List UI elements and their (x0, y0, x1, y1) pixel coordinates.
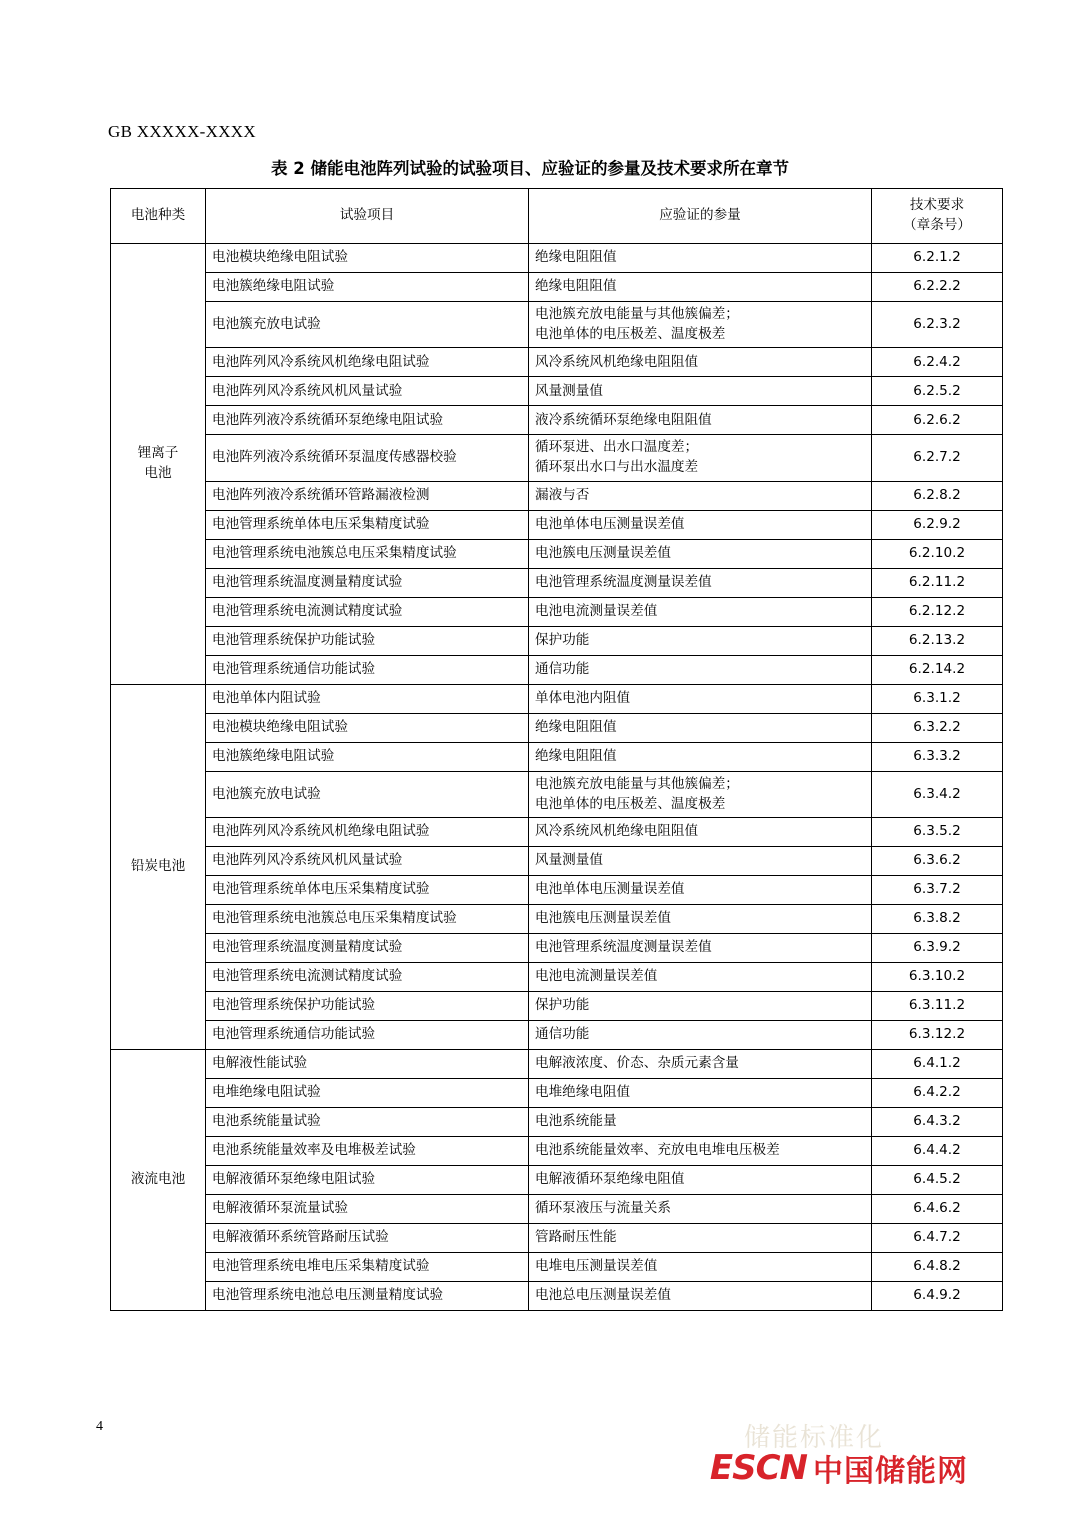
parameter-cell: 电池管理系统温度测量误差值 (529, 934, 872, 963)
header-tech-req-line1: 技术要求 (909, 197, 965, 214)
header-tech-req-line2: （章条号） (903, 217, 971, 233)
parameter-cell: 电解液浓度、价态、杂质元素含量 (529, 1050, 872, 1079)
header-test-item: 试验项目 (206, 189, 529, 244)
table-row (111, 406, 1003, 435)
test-item-cell: 电池管理系统电池总电压测量精度试验 (206, 1282, 529, 1311)
tech-requirement-cell: 6.4.8.2 (872, 1253, 1003, 1282)
tech-requirement-cell: 6.2.3.2 (872, 302, 1003, 348)
test-item-cell: 电堆绝缘电阻试验 (206, 1079, 529, 1108)
table-row (111, 597, 1003, 626)
table-row (111, 539, 1003, 568)
parameter-cell (529, 302, 872, 348)
parameter-cell: 电池管理系统温度测量误差值 (529, 568, 872, 597)
test-item-cell: 电池管理系统电堆电压采集精度试验 (206, 1253, 529, 1282)
tech-requirement-cell: 6.2.13.2 (872, 626, 1003, 655)
test-item-cell: 电池管理系统保护功能试验 (206, 626, 529, 655)
table-body (111, 244, 1003, 1311)
tech-requirement-cell: 6.3.12.2 (872, 1021, 1003, 1050)
tech-requirement-cell: 6.3.1.2 (872, 684, 1003, 713)
tech-requirement-cell: 6.4.3.2 (872, 1108, 1003, 1137)
test-item-cell: 电池阵列风冷系统风机风量试验 (206, 847, 529, 876)
category-label-line2: 电池 (144, 464, 172, 481)
test-item-cell: 电解液性能试验 (206, 1050, 529, 1079)
parameter-cell: 风冷系统风机绝缘电阻阻值 (529, 818, 872, 847)
table-row (111, 742, 1003, 771)
parameter-cell: 电池电流测量误差值 (529, 597, 872, 626)
parameter-cell: 保护功能 (529, 992, 872, 1021)
tech-requirement-cell: 6.3.9.2 (872, 934, 1003, 963)
parameter-cell: 电池系统能量效率、充放电电堆电压极差 (529, 1137, 872, 1166)
parameter-line2: 循环泵出水口与出水温度差 (535, 459, 699, 476)
parameter-line2: 电池单体的电压极差、温度极差 (535, 325, 726, 342)
parameter-cell: 电池单体电压测量误差值 (529, 510, 872, 539)
header-category: 电池种类 (111, 189, 206, 244)
tech-requirement-cell: 6.3.11.2 (872, 992, 1003, 1021)
tech-requirement-cell: 6.3.10.2 (872, 963, 1003, 992)
tech-requirement-cell: 6.4.2.2 (872, 1079, 1003, 1108)
test-item-cell: 电池簇绝缘电阻试验 (206, 742, 529, 771)
table-header-row (111, 189, 1003, 244)
table-row (111, 1021, 1003, 1050)
tech-requirement-cell: 6.2.14.2 (872, 655, 1003, 684)
parameter-cell: 管路耐压性能 (529, 1224, 872, 1253)
test-item-cell: 电池阵列风冷系统风机绝缘电阻试验 (206, 818, 529, 847)
watermark-site-name: 中国储能网 (813, 1454, 968, 1489)
parameter-cell: 电堆绝缘电阻值 (529, 1079, 872, 1108)
test-item-cell: 电解液循环泵绝缘电阻试验 (206, 1166, 529, 1195)
parameter-cell: 绝缘电阻阻值 (529, 713, 872, 742)
test-item-cell: 电池管理系统通信功能试验 (206, 1021, 529, 1050)
test-item-cell: 电池阵列风冷系统风机风量试验 (206, 377, 529, 406)
standard-code: GB XXXXX-XXXX (108, 122, 256, 141)
table-row (111, 684, 1003, 713)
test-item-cell: 电池系统能量效率及电堆极差试验 (206, 1137, 529, 1166)
test-item-cell: 电池模块绝缘电阻试验 (206, 713, 529, 742)
test-item-cell: 电池阵列液冷系统循环泵温度传感器校验 (206, 435, 529, 481)
table-row (111, 1253, 1003, 1282)
test-item-cell: 电池管理系统电池簇总电压采集精度试验 (206, 539, 529, 568)
test-item-cell: 电池单体内阻试验 (206, 684, 529, 713)
category-label: 锂离子 (137, 445, 179, 462)
table-row (111, 1224, 1003, 1253)
table-row (111, 435, 1003, 481)
table-row (111, 655, 1003, 684)
table-row (111, 1079, 1003, 1108)
parameter-cell: 绝缘电阻阻值 (529, 742, 872, 771)
tech-requirement-cell: 6.3.4.2 (872, 771, 1003, 817)
category-cell (111, 1050, 206, 1311)
test-item-cell: 电池管理系统通信功能试验 (206, 655, 529, 684)
tech-requirement-cell: 6.2.2.2 (872, 273, 1003, 302)
parameter-line2: 电池单体的电压极差、温度极差 (535, 795, 726, 812)
tech-requirement-cell: 6.2.4.2 (872, 348, 1003, 377)
tech-requirement-cell: 6.3.5.2 (872, 818, 1003, 847)
parameter-cell: 电堆电压测量误差值 (529, 1253, 872, 1282)
test-item-cell: 电池管理系统保护功能试验 (206, 992, 529, 1021)
test-item-cell: 电池管理系统单体电压采集精度试验 (206, 876, 529, 905)
parameter-cell: 风冷系统风机绝缘电阻阻值 (529, 348, 872, 377)
parameter-cell: 风量测量值 (529, 847, 872, 876)
page-number: 4 (96, 1419, 103, 1434)
tech-requirement-cell: 6.3.2.2 (872, 713, 1003, 742)
test-item-cell: 电池管理系统单体电压采集精度试验 (206, 510, 529, 539)
parameter-cell: 绝缘电阻阻值 (529, 244, 872, 273)
parameter-cell: 通信功能 (529, 1021, 872, 1050)
table-row (111, 905, 1003, 934)
parameter-cell: 循环泵液压与流量关系 (529, 1195, 872, 1224)
tech-requirement-cell: 6.4.6.2 (872, 1195, 1003, 1224)
table-row (111, 934, 1003, 963)
test-item-cell: 电解液循环系统管路耐压试验 (206, 1224, 529, 1253)
table-row (111, 818, 1003, 847)
watermark-escn-logo: ESCN (709, 1448, 807, 1488)
parameter-cell: 电池单体电压测量误差值 (529, 876, 872, 905)
tech-requirement-cell: 6.4.1.2 (872, 1050, 1003, 1079)
parameter-cell: 单体电池内阻值 (529, 684, 872, 713)
table-row (111, 510, 1003, 539)
category-label: 液流电池 (130, 1171, 186, 1188)
header-parameter: 应验证的参量 (529, 189, 872, 244)
table-head (111, 189, 1003, 244)
table-row (111, 1282, 1003, 1311)
watermark-ghost-text: 储能标准化 (743, 1423, 884, 1453)
tech-requirement-cell: 6.2.1.2 (872, 244, 1003, 273)
tech-requirement-cell: 6.4.4.2 (872, 1137, 1003, 1166)
parameter-line1: 电池簇充放电能量与其他簇偏差； (535, 306, 739, 322)
tech-requirement-cell: 6.2.11.2 (872, 568, 1003, 597)
tech-requirement-cell: 6.2.7.2 (872, 435, 1003, 481)
tech-requirement-cell: 6.2.9.2 (872, 510, 1003, 539)
parameter-line1: 循环泵进、出水口温度差； (535, 439, 699, 456)
test-item-cell: 电池阵列液冷系统循环管路漏液检测 (206, 481, 529, 510)
category-label: 铅炭电池 (130, 858, 186, 875)
table-row (111, 963, 1003, 992)
test-item-cell: 电解液循环泵流量试验 (206, 1195, 529, 1224)
tech-requirement-cell: 6.3.6.2 (872, 847, 1003, 876)
test-item-cell: 电池簇充放电试验 (206, 771, 529, 817)
table-row (111, 1137, 1003, 1166)
table-row (111, 273, 1003, 302)
tech-requirement-cell: 6.2.5.2 (872, 377, 1003, 406)
parameter-cell: 电解液循环泵绝缘电阻值 (529, 1166, 872, 1195)
parameter-cell: 电池系统能量 (529, 1108, 872, 1137)
test-item-cell: 电池管理系统电流测试精度试验 (206, 963, 529, 992)
table-row (111, 348, 1003, 377)
parameter-cell: 电池簇电压测量误差值 (529, 539, 872, 568)
test-item-cell: 电池管理系统电流测试精度试验 (206, 597, 529, 626)
parameter-cell: 绝缘电阻阻值 (529, 273, 872, 302)
parameter-cell (529, 771, 872, 817)
table-row (111, 1195, 1003, 1224)
parameter-cell: 电池电流测量误差值 (529, 963, 872, 992)
tech-requirement-cell: 6.2.6.2 (872, 406, 1003, 435)
table-row (111, 992, 1003, 1021)
tech-requirement-cell: 6.3.8.2 (872, 905, 1003, 934)
table-row (111, 568, 1003, 597)
table-row (111, 626, 1003, 655)
table-row (111, 771, 1003, 817)
parameter-cell: 电池总电压测量误差值 (529, 1282, 872, 1311)
parameter-cell: 漏液与否 (529, 481, 872, 510)
table-row (111, 377, 1003, 406)
test-item-cell: 电池簇绝缘电阻试验 (206, 273, 529, 302)
category-cell (111, 684, 206, 1049)
test-item-cell: 电池阵列风冷系统风机绝缘电阻试验 (206, 348, 529, 377)
tech-requirement-cell: 6.2.10.2 (872, 539, 1003, 568)
table-row (111, 1050, 1003, 1079)
parameter-cell: 风量测量值 (529, 377, 872, 406)
table-title: 表 2 储能电池阵列试验的试验项目、应验证的参量及技术要求所在章节 (271, 159, 789, 178)
table-row (111, 1166, 1003, 1195)
tech-requirement-cell: 6.2.12.2 (872, 597, 1003, 626)
test-item-cell: 电池管理系统温度测量精度试验 (206, 934, 529, 963)
test-item-cell: 电池模块绝缘电阻试验 (206, 244, 529, 273)
watermark (710, 1446, 968, 1490)
test-items-table (110, 188, 1003, 1311)
table-row (111, 244, 1003, 273)
parameter-cell: 通信功能 (529, 655, 872, 684)
tech-requirement-cell: 6.3.3.2 (872, 742, 1003, 771)
parameter-cell: 电池簇电压测量误差值 (529, 905, 872, 934)
category-cell (111, 244, 206, 685)
table-row (111, 1108, 1003, 1137)
tech-requirement-cell: 6.4.7.2 (872, 1224, 1003, 1253)
table-row (111, 876, 1003, 905)
test-item-cell: 电池簇充放电试验 (206, 302, 529, 348)
parameter-cell: 液冷系统循环泵绝缘电阻阻值 (529, 406, 872, 435)
test-item-cell: 电池阵列液冷系统循环泵绝缘电阻试验 (206, 406, 529, 435)
table-row (111, 847, 1003, 876)
parameter-cell (529, 435, 872, 481)
parameter-cell: 保护功能 (529, 626, 872, 655)
header-tech-req (872, 189, 1003, 244)
test-item-cell: 电池管理系统电池簇总电压采集精度试验 (206, 905, 529, 934)
table-row (111, 302, 1003, 348)
tech-requirement-cell: 6.4.9.2 (872, 1282, 1003, 1311)
parameter-line1: 电池簇充放电能量与其他簇偏差； (535, 775, 739, 792)
table-row (111, 713, 1003, 742)
test-item-cell: 电池系统能量试验 (206, 1108, 529, 1137)
tech-requirement-cell: 6.2.8.2 (872, 481, 1003, 510)
tech-requirement-cell: 6.3.7.2 (872, 876, 1003, 905)
table-row (111, 481, 1003, 510)
test-item-cell: 电池管理系统温度测量精度试验 (206, 568, 529, 597)
tech-requirement-cell: 6.4.5.2 (872, 1166, 1003, 1195)
